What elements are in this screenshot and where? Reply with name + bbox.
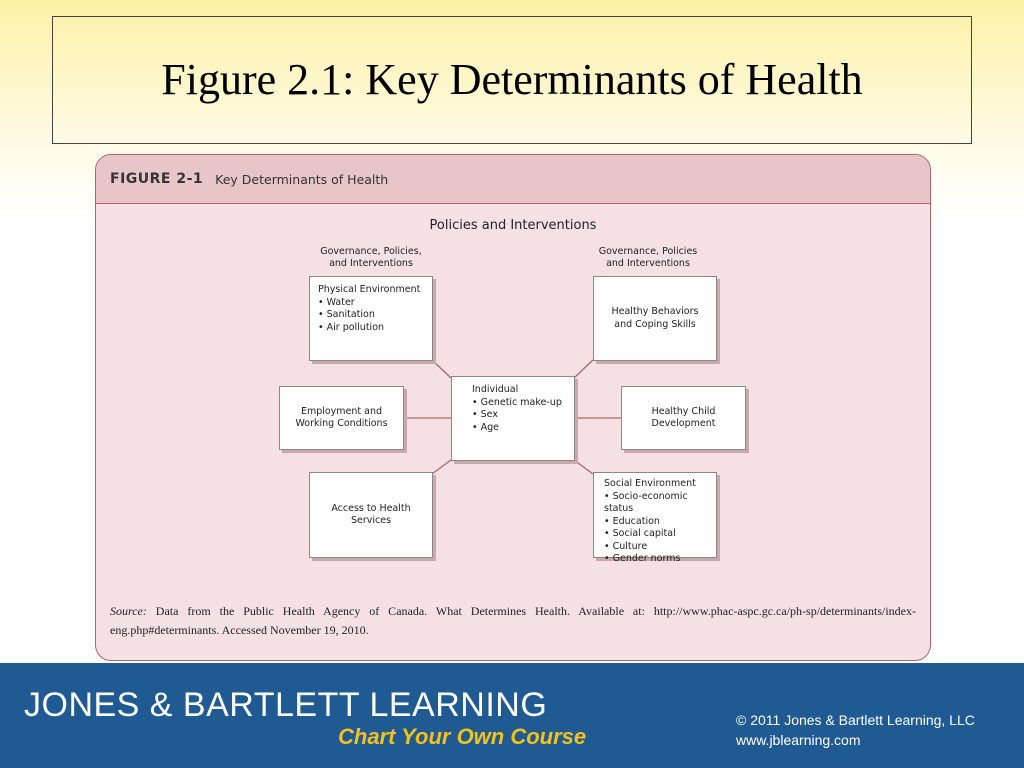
- box-title: Healthy Child Development: [651, 405, 716, 429]
- slide-title-box: [52, 16, 972, 144]
- source-label: Source:: [110, 604, 147, 618]
- box-title: Access to Health Services: [331, 502, 411, 526]
- box-title: Physical Environment: [318, 284, 421, 295]
- list-item: • Education: [604, 516, 708, 529]
- box-title: Healthy Behaviors and Coping Skills: [611, 306, 699, 330]
- connector-behaviors: [574, 360, 593, 378]
- list-item: • Sex: [472, 409, 566, 422]
- box-title: Employment and Working Conditions: [295, 405, 388, 429]
- list-item: • Age: [472, 422, 566, 435]
- diagram-heading: Policies and Interventions: [429, 218, 597, 233]
- box-title: Social Environment: [604, 478, 696, 489]
- copyright-text: © 2011 Jones & Bartlett Learning, LLC: [736, 712, 975, 728]
- slide-title: Figure 2.1: Key Determinants of Health: [161, 55, 863, 104]
- connector-access: [432, 460, 451, 474]
- box-employment: [279, 386, 404, 450]
- box-social-environment: [593, 472, 717, 564]
- connector-social: [574, 460, 593, 474]
- box-access-services: [309, 472, 433, 558]
- publisher-logo: JONES & BARTLETT LEARNING: [24, 686, 548, 724]
- source-text: Data from the Public Health Agency of Canada. What Determines Health. Available at: http://www.phac-aspc.gc.ca/ph-sp/determinants/index-eng.php#determinants. Accessed November 19, 2010.: [110, 604, 916, 637]
- box-child-development: [621, 386, 746, 450]
- list-item: • Culture: [604, 541, 708, 554]
- list-item: • Social capital: [604, 528, 708, 541]
- box-title: Individual: [472, 384, 519, 395]
- figure-label: FIGURE 2-1: [110, 171, 204, 187]
- website-url: www.jblearning.com: [736, 732, 861, 748]
- publisher-tagline: Chart Your Own Course: [338, 724, 587, 749]
- figure-panel: [95, 154, 931, 661]
- connector-physical: [432, 360, 451, 378]
- box-individual: [451, 376, 575, 461]
- list-item: • Socio-economic status: [604, 491, 708, 516]
- list-item: • Gender norms: [604, 553, 708, 566]
- list-item: • Genetic make-up: [472, 397, 566, 410]
- diagram: [96, 204, 930, 596]
- governance-label-right: Governance, Policies and Interventions: [598, 246, 698, 269]
- list-item: • Sanitation: [318, 309, 424, 322]
- governance-label-left: Governance, Policies, and Interventions: [320, 246, 422, 269]
- copyright-block: [736, 710, 975, 750]
- list-item: • Water: [318, 297, 424, 310]
- figure-caption: Key Determinants of Health: [215, 171, 389, 187]
- list-item: • Air pollution: [318, 322, 424, 335]
- box-healthy-behaviors: [593, 276, 717, 361]
- source-note: [110, 602, 916, 640]
- box-physical-environment: [309, 276, 433, 361]
- figure-header: [96, 155, 930, 204]
- footer-bar: [0, 663, 1024, 768]
